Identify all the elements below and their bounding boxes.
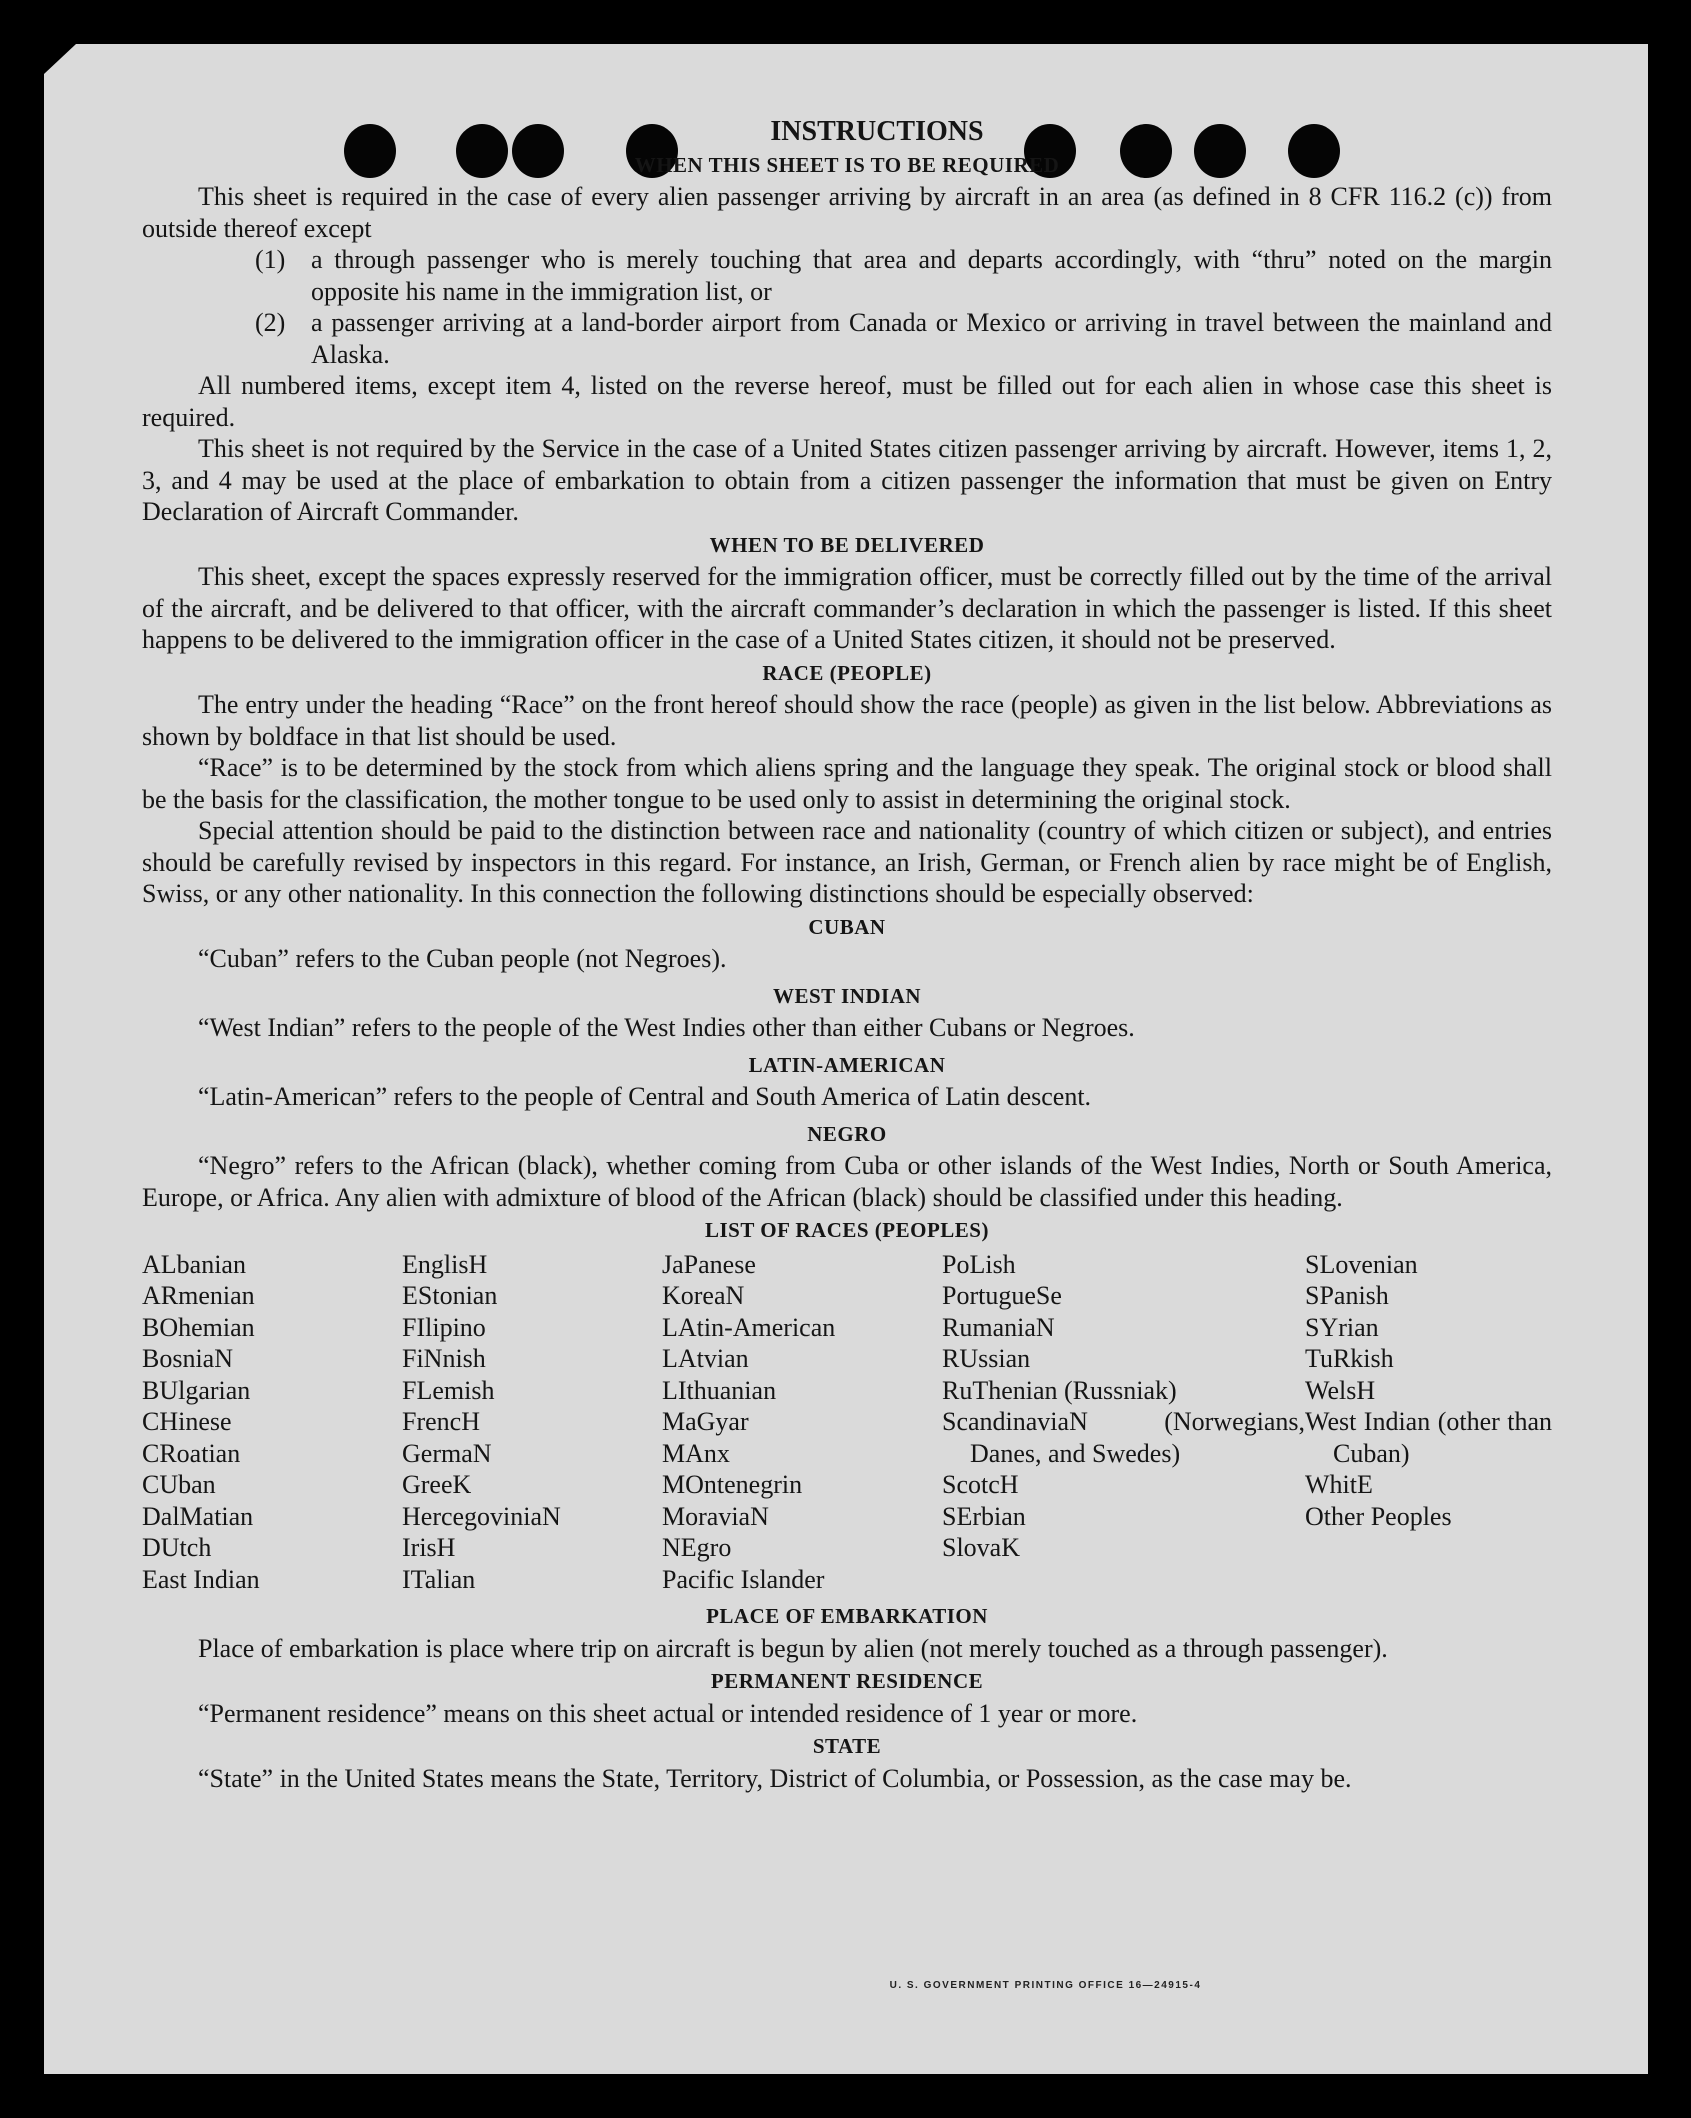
paragraph: “State” in the United States means the State, Territory, District of Columbia, or Possession, as the case may be. <box>198 1763 1352 1793</box>
race-item: MAnx <box>662 1438 730 1468</box>
race-item: ScandinaviaN (Norwegians, Danes, and Swedes) <box>942 1407 1305 1468</box>
race-item: FiNnish <box>402 1344 486 1373</box>
race-item: West Indian (other than Cuban) <box>1305 1407 1552 1468</box>
section-heading: NEGRO <box>807 1121 887 1146</box>
race-item: MoraviaN <box>662 1501 769 1531</box>
race-item: EStonian <box>402 1281 498 1310</box>
item-number: (2) <box>255 308 286 337</box>
section-heading: WHEN THIS SHEET IS TO BE REQUIRED <box>634 152 1060 177</box>
race-column <box>942 1249 1305 1596</box>
paragraph: This sheet is required in the case of every alien passenger arriving by aircraft in an area (as defined in 8 CFR 116.2 (c)) from outside thereof except <box>142 182 1552 243</box>
race-item: Pacific Islander <box>662 1564 825 1594</box>
race-item: ARmenian <box>142 1281 255 1310</box>
section-heading: PERMANENT RESIDENCE <box>710 1669 984 1693</box>
paragraph: “West Indian” refers to the people of the West Indies other than either Cubans or Negroes. <box>198 1013 1135 1042</box>
race-item: IrisH <box>402 1533 456 1562</box>
race-column <box>402 1249 662 1596</box>
race-item: LIthuanian <box>662 1375 777 1405</box>
race-column <box>1305 1249 1552 1596</box>
race-item: FLemish <box>402 1375 495 1405</box>
race-item: SLovenian <box>1305 1249 1418 1279</box>
race-item: TuRkish <box>1305 1344 1394 1373</box>
paragraph: Special attention should be paid to the distinction between race and nationality (country of which citizen or subject), and entries should be carefully revised by inspectors in this regard. For instance, an Irish, German, or French alien by race might be of English, Swiss, or any other nationality. In this connection the following distinctions should be especially observed: <box>142 816 1552 908</box>
race-item: DUtch <box>142 1533 212 1562</box>
paragraph: “Latin-American” refers to the people of Central and South America of Latin descent. <box>198 1082 1092 1111</box>
race-item: FrencH <box>402 1407 480 1436</box>
paragraph: “Negro” refers to the African (black), whether coming from Cuba or other islands of the West Indies, North or South America, Europe, or Africa. Any alien with admixture of blood of the African (black) should be classified under this heading. <box>142 1151 1552 1212</box>
race-item: BOhemian <box>142 1312 255 1342</box>
footer-text: U. S. GOVERNMENT PRINTING OFFICE 16—24915-4 <box>889 1980 1202 1991</box>
section-heading: STATE <box>812 1734 882 1758</box>
race-item: DalMatian <box>142 1501 254 1531</box>
race-item: GermaN <box>402 1438 492 1468</box>
race-item: SYrian <box>1305 1312 1379 1342</box>
section-heading: WHEN TO BE DELIVERED <box>709 532 985 557</box>
race-item: HercegoviniaN <box>402 1501 561 1531</box>
race-item: CHinese <box>142 1407 232 1436</box>
paragraph: This sheet is not required by the Service in the case of a United States citizen passenger arriving by aircraft. However, items 1, 2, 3, and 4 may be used at the place of embarkation to obtain from a citizen passenger the information that must be given on Entry Declaration of Aircraft Commander. <box>142 434 1552 526</box>
paragraph: “Permanent residence” means on this sheet actual or intended residence of 1 year or more. <box>198 1698 1138 1728</box>
section-heading: RACE (PEOPLE) <box>762 660 932 685</box>
race-item: CUban <box>142 1470 216 1499</box>
race-item: BUlgarian <box>142 1375 251 1405</box>
race-item: CRoatian <box>142 1438 241 1468</box>
race-item: PoLish <box>942 1249 1016 1279</box>
item-text: a passenger arriving at a land-border airport from Canada or Mexico or arriving in travel between the mainland and Alaska. <box>311 308 1552 369</box>
race-item: MaGyar <box>662 1407 749 1436</box>
instructions-content <box>142 116 1552 1794</box>
race-item: EnglisH <box>402 1249 488 1279</box>
item-text: a through passenger who is merely touching that area and departs accordingly, with “thru” noted on the margin opposite his name in the immigration list, or <box>311 245 1552 306</box>
race-item: NEgro <box>662 1533 732 1562</box>
paragraph: All numbered items, except item 4, listed on the reverse hereof, must be filled out for each alien in whose case this sheet is required. <box>142 371 1552 432</box>
section-heading: PLACE OF EMBARKATION <box>706 1604 988 1628</box>
race-item: SPanish <box>1305 1281 1389 1310</box>
section-heading: LIST OF RACES (PEOPLES) <box>705 1218 989 1242</box>
paragraph: “Cuban” refers to the Cuban people (not Negroes). <box>198 944 727 973</box>
race-item: MOntenegrin <box>662 1470 803 1499</box>
section-heading: CUBAN <box>808 914 886 939</box>
race-item: GreeK <box>402 1470 472 1499</box>
race-column <box>142 1249 402 1596</box>
race-item: East Indian <box>142 1564 260 1594</box>
section-heading: WEST INDIAN <box>772 983 922 1008</box>
race-item: LAtin-American <box>662 1312 836 1342</box>
race-column <box>662 1249 942 1596</box>
section-heading: LATIN-AMERICAN <box>748 1052 946 1077</box>
race-item: ITalian <box>402 1564 476 1594</box>
race-item: WhitE <box>1305 1470 1373 1499</box>
race-item: JaPanese <box>662 1249 756 1279</box>
race-item: FIlipino <box>402 1312 486 1342</box>
race-item: WelsH <box>1305 1375 1376 1405</box>
race-item: Other Peoples <box>1305 1501 1452 1531</box>
paragraph: “Race” is to be determined by the stock from which aliens spring and the language they speak. The original stock or blood shall be the basis for the classification, the mother tongue to be used only to assist in determining the original stock. <box>142 753 1552 814</box>
race-item: RuThenian (Russniak) <box>942 1375 1177 1405</box>
item-number: (1) <box>255 245 286 274</box>
race-item: PortugueSe <box>942 1281 1062 1310</box>
race-item: RumaniaN <box>942 1312 1055 1342</box>
paragraph: This sheet, except the spaces expressly reserved for the immigration officer, must be correctly filled out by the time of the arrival of the aircraft, and be delivered to that officer, with the aircraft commander’s declaration in which the passenger is listed. If this sheet happens to be delivered to the immigration officer in the case of a United States citizen, it should not be preserved. <box>142 562 1552 654</box>
race-list <box>142 1249 1552 1596</box>
paragraph: Place of embarkation is place where trip on aircraft is begun by alien (not merely touched as a through passenger). <box>198 1633 1388 1663</box>
list-item <box>255 307 1552 370</box>
race-item: SErbian <box>942 1501 1026 1531</box>
printer-imprint <box>0 1980 1691 1991</box>
race-item: RUssian <box>942 1344 1031 1373</box>
page-title: INSTRUCTIONS <box>770 116 984 147</box>
race-item: ALbanian <box>142 1249 246 1279</box>
paragraph: The entry under the heading “Race” on the front hereof should show the race (people) as given in the list below. Abbreviations as shown by boldface in that list should be used. <box>142 690 1552 751</box>
race-item: LAtvian <box>662 1344 749 1373</box>
list-item <box>255 244 1552 307</box>
race-item: ScotcH <box>942 1470 1019 1499</box>
race-item: BosniaN <box>142 1344 233 1373</box>
race-item: KoreaN <box>662 1281 745 1310</box>
race-item: SlovaK <box>942 1533 1020 1562</box>
